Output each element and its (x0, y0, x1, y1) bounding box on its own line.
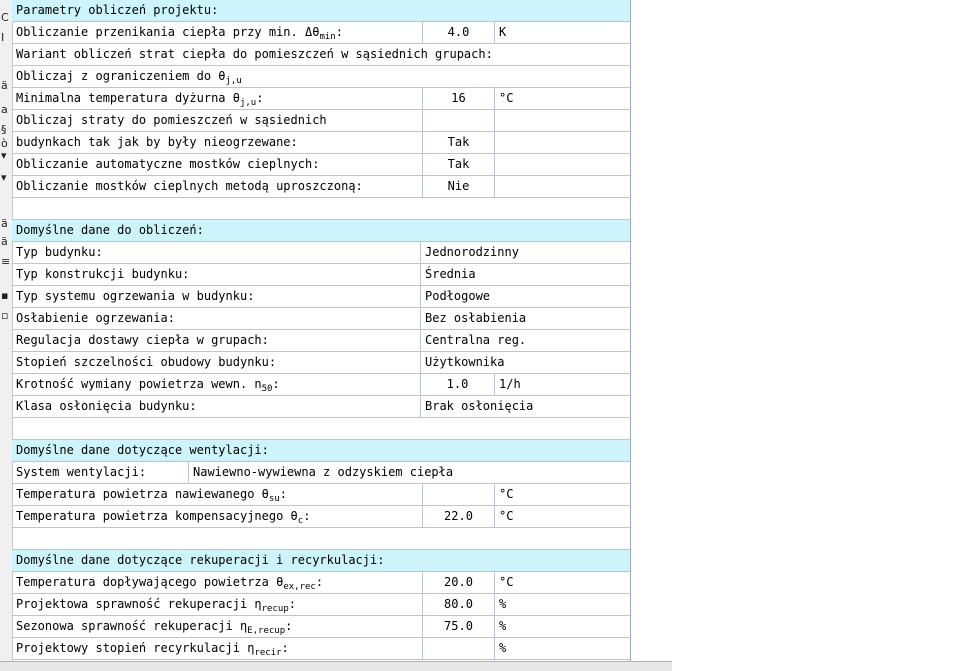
table-row[interactable] (12, 66, 630, 88)
unit-cell (494, 110, 630, 131)
section-header-default-data (12, 220, 630, 242)
value-cell[interactable]: 22.0 (422, 506, 494, 527)
row-label: Sezonowa sprawność rekuperacji $\eta_{E,recup}$: (16, 619, 293, 636)
unit-cell: % (494, 616, 630, 637)
table-row (12, 352, 630, 374)
table-row (12, 44, 630, 66)
section-title: Domyślne dane do obliczeń: (16, 223, 204, 237)
row-label: System wentylacji: (16, 465, 147, 479)
table-row (12, 462, 630, 484)
table-row (12, 154, 630, 176)
table-row (12, 396, 630, 418)
value-cell[interactable]: 4.0 (422, 22, 494, 43)
value-cell[interactable]: 20.0 (422, 572, 494, 593)
unit-cell (494, 176, 630, 197)
value-cell[interactable]: Nie (422, 176, 494, 197)
row-label: Klasa osłonięcia budynku: (16, 399, 197, 413)
value-cell[interactable]: Tak (422, 154, 494, 175)
toolbar-glyph[interactable]: § (1, 123, 7, 136)
toolbar-glyph[interactable]: ò (1, 137, 8, 150)
row-label: Minimalna temperatura dyżurna $\theta_{j,u}$: (16, 91, 264, 108)
chevron-down-icon[interactable]: ▾ (1, 149, 7, 162)
table-row (12, 286, 630, 308)
value-cell[interactable]: 1.0 (420, 374, 494, 395)
section-header-recuperation (12, 550, 630, 572)
unit-cell: °C (494, 484, 630, 505)
table-row (12, 330, 630, 352)
value-cell[interactable]: Tak (422, 132, 494, 153)
toolbar-glyph[interactable]: ▪ (1, 289, 9, 302)
toolbar-glyph[interactable]: ≡ (1, 255, 11, 268)
unit-cell: % (494, 594, 630, 615)
toolbar-glyph[interactable]: ä (1, 79, 8, 92)
toolbar-glyph[interactable]: ä (1, 235, 8, 248)
table-row (12, 22, 630, 44)
section-title: Domyślne dane dotyczące wentylacji: (16, 443, 269, 457)
value-cell[interactable]: Średnia (420, 264, 630, 285)
value-cell[interactable]: 80.0 (422, 594, 494, 615)
toolbar-glyph[interactable]: I (1, 31, 5, 44)
spacer-row (12, 418, 630, 440)
table-row (12, 264, 630, 286)
table-row (12, 242, 630, 264)
row-label: Stopień szczelności obudowy budynku: (16, 355, 277, 369)
section-title: Domyślne dane dotyczące rekuperacji i recyrkulacji: (16, 553, 385, 567)
row-label: Typ budynku: (16, 245, 103, 259)
table-row (12, 110, 630, 132)
row-label: Obliczanie automatyczne mostków cieplnych: (16, 157, 320, 171)
row-label: Wariant obliczeń strat ciepła do pomieszczeń w sąsiednich grupach: (16, 47, 493, 61)
section-header-ventilation (12, 440, 630, 462)
value-cell[interactable]: Użytkownika (420, 352, 630, 373)
unit-cell: °C (494, 88, 630, 109)
unit-cell: °C (494, 506, 630, 527)
value-cell[interactable] (422, 638, 494, 659)
table-row (12, 132, 630, 154)
unit-cell: 1/h (494, 374, 630, 395)
table-row (12, 616, 630, 638)
row-label: Obliczanie mostków cieplnych metodą uproszczoną: (16, 179, 363, 193)
table-row (12, 176, 630, 198)
table-row (12, 88, 630, 110)
row-label: Regulacja dostawy ciepła w grupach: (16, 333, 269, 347)
toolbar-glyph[interactable]: C (1, 11, 9, 24)
row-label: Projektowa sprawność rekuperacji $\eta_{recup}$: (16, 597, 296, 614)
toolbar-glyph[interactable]: ▫ (1, 309, 9, 322)
toolbar-glyph[interactable]: ä (1, 217, 8, 230)
spacer-row (12, 528, 630, 550)
unit-cell: °C (494, 572, 630, 593)
row-label: Osłabienie ogrzewania: (16, 311, 175, 325)
table-row (12, 638, 630, 660)
unit-cell: K (494, 22, 630, 43)
row-label: budynkach tak jak by były nieogrzewane: (16, 135, 298, 149)
row-label: Typ konstrukcji budynku: (16, 267, 190, 281)
value-cell[interactable]: Centralna reg. (420, 330, 630, 351)
unit-cell: % (494, 638, 630, 659)
value-cell[interactable]: 16 (422, 88, 494, 109)
value-cell[interactable]: Brak osłonięcia (420, 396, 630, 417)
row-label: Temperatura dopływającego powietrza $\theta_{ex,rec}$: (16, 575, 324, 592)
value-cell[interactable]: Jednorodzinny (420, 242, 630, 263)
table-row (12, 308, 630, 330)
value-cell[interactable] (422, 484, 494, 505)
table-row (12, 594, 630, 616)
chevron-down-icon[interactable]: ▾ (1, 171, 7, 184)
table-row (12, 572, 630, 594)
value-cell (422, 110, 494, 131)
table-row (12, 484, 630, 506)
section-title: Parametry obliczeń projektu: (16, 3, 219, 17)
row-label: Temperatura powietrza kompensacyjnego $\theta_c$: (16, 509, 311, 526)
toolbar-glyph[interactable]: a (1, 103, 8, 116)
value-cell[interactable]: Bez osłabienia (420, 308, 630, 329)
row-label: Krotność wymiany powietrza wewn. $n_{50}$: (16, 377, 280, 394)
value-cell[interactable]: 75.0 (422, 616, 494, 637)
section-header-calc-params (12, 0, 630, 22)
unit-cell (494, 154, 630, 175)
unit-cell (494, 132, 630, 153)
row-label: Temperatura powietrza nawiewanego $\theta_{su}$: (16, 487, 287, 504)
table-row (12, 374, 630, 396)
spacer-row (12, 198, 630, 220)
row-label[interactable]: Obliczaj z ograniczeniem do $\theta_{j,u}$ (16, 69, 242, 86)
row-label: Projektowy stopień recyrkulacji $\eta_{recir}$: (16, 641, 289, 658)
value-cell[interactable]: Nawiewno-wywiewna z odzyskiem ciepła (188, 462, 630, 483)
row-label: Obliczanie przenikania ciepła przy min. $\Delta\theta_{min}$: (16, 25, 343, 42)
table-row (12, 506, 630, 528)
row-label: Typ systemu ogrzewania w budynku: (16, 289, 255, 303)
value-cell[interactable]: Podłogowe (420, 286, 630, 307)
parameters-sheet (12, 0, 631, 661)
row-label: Obliczaj straty do pomieszczeń w sąsiednich (16, 113, 327, 127)
